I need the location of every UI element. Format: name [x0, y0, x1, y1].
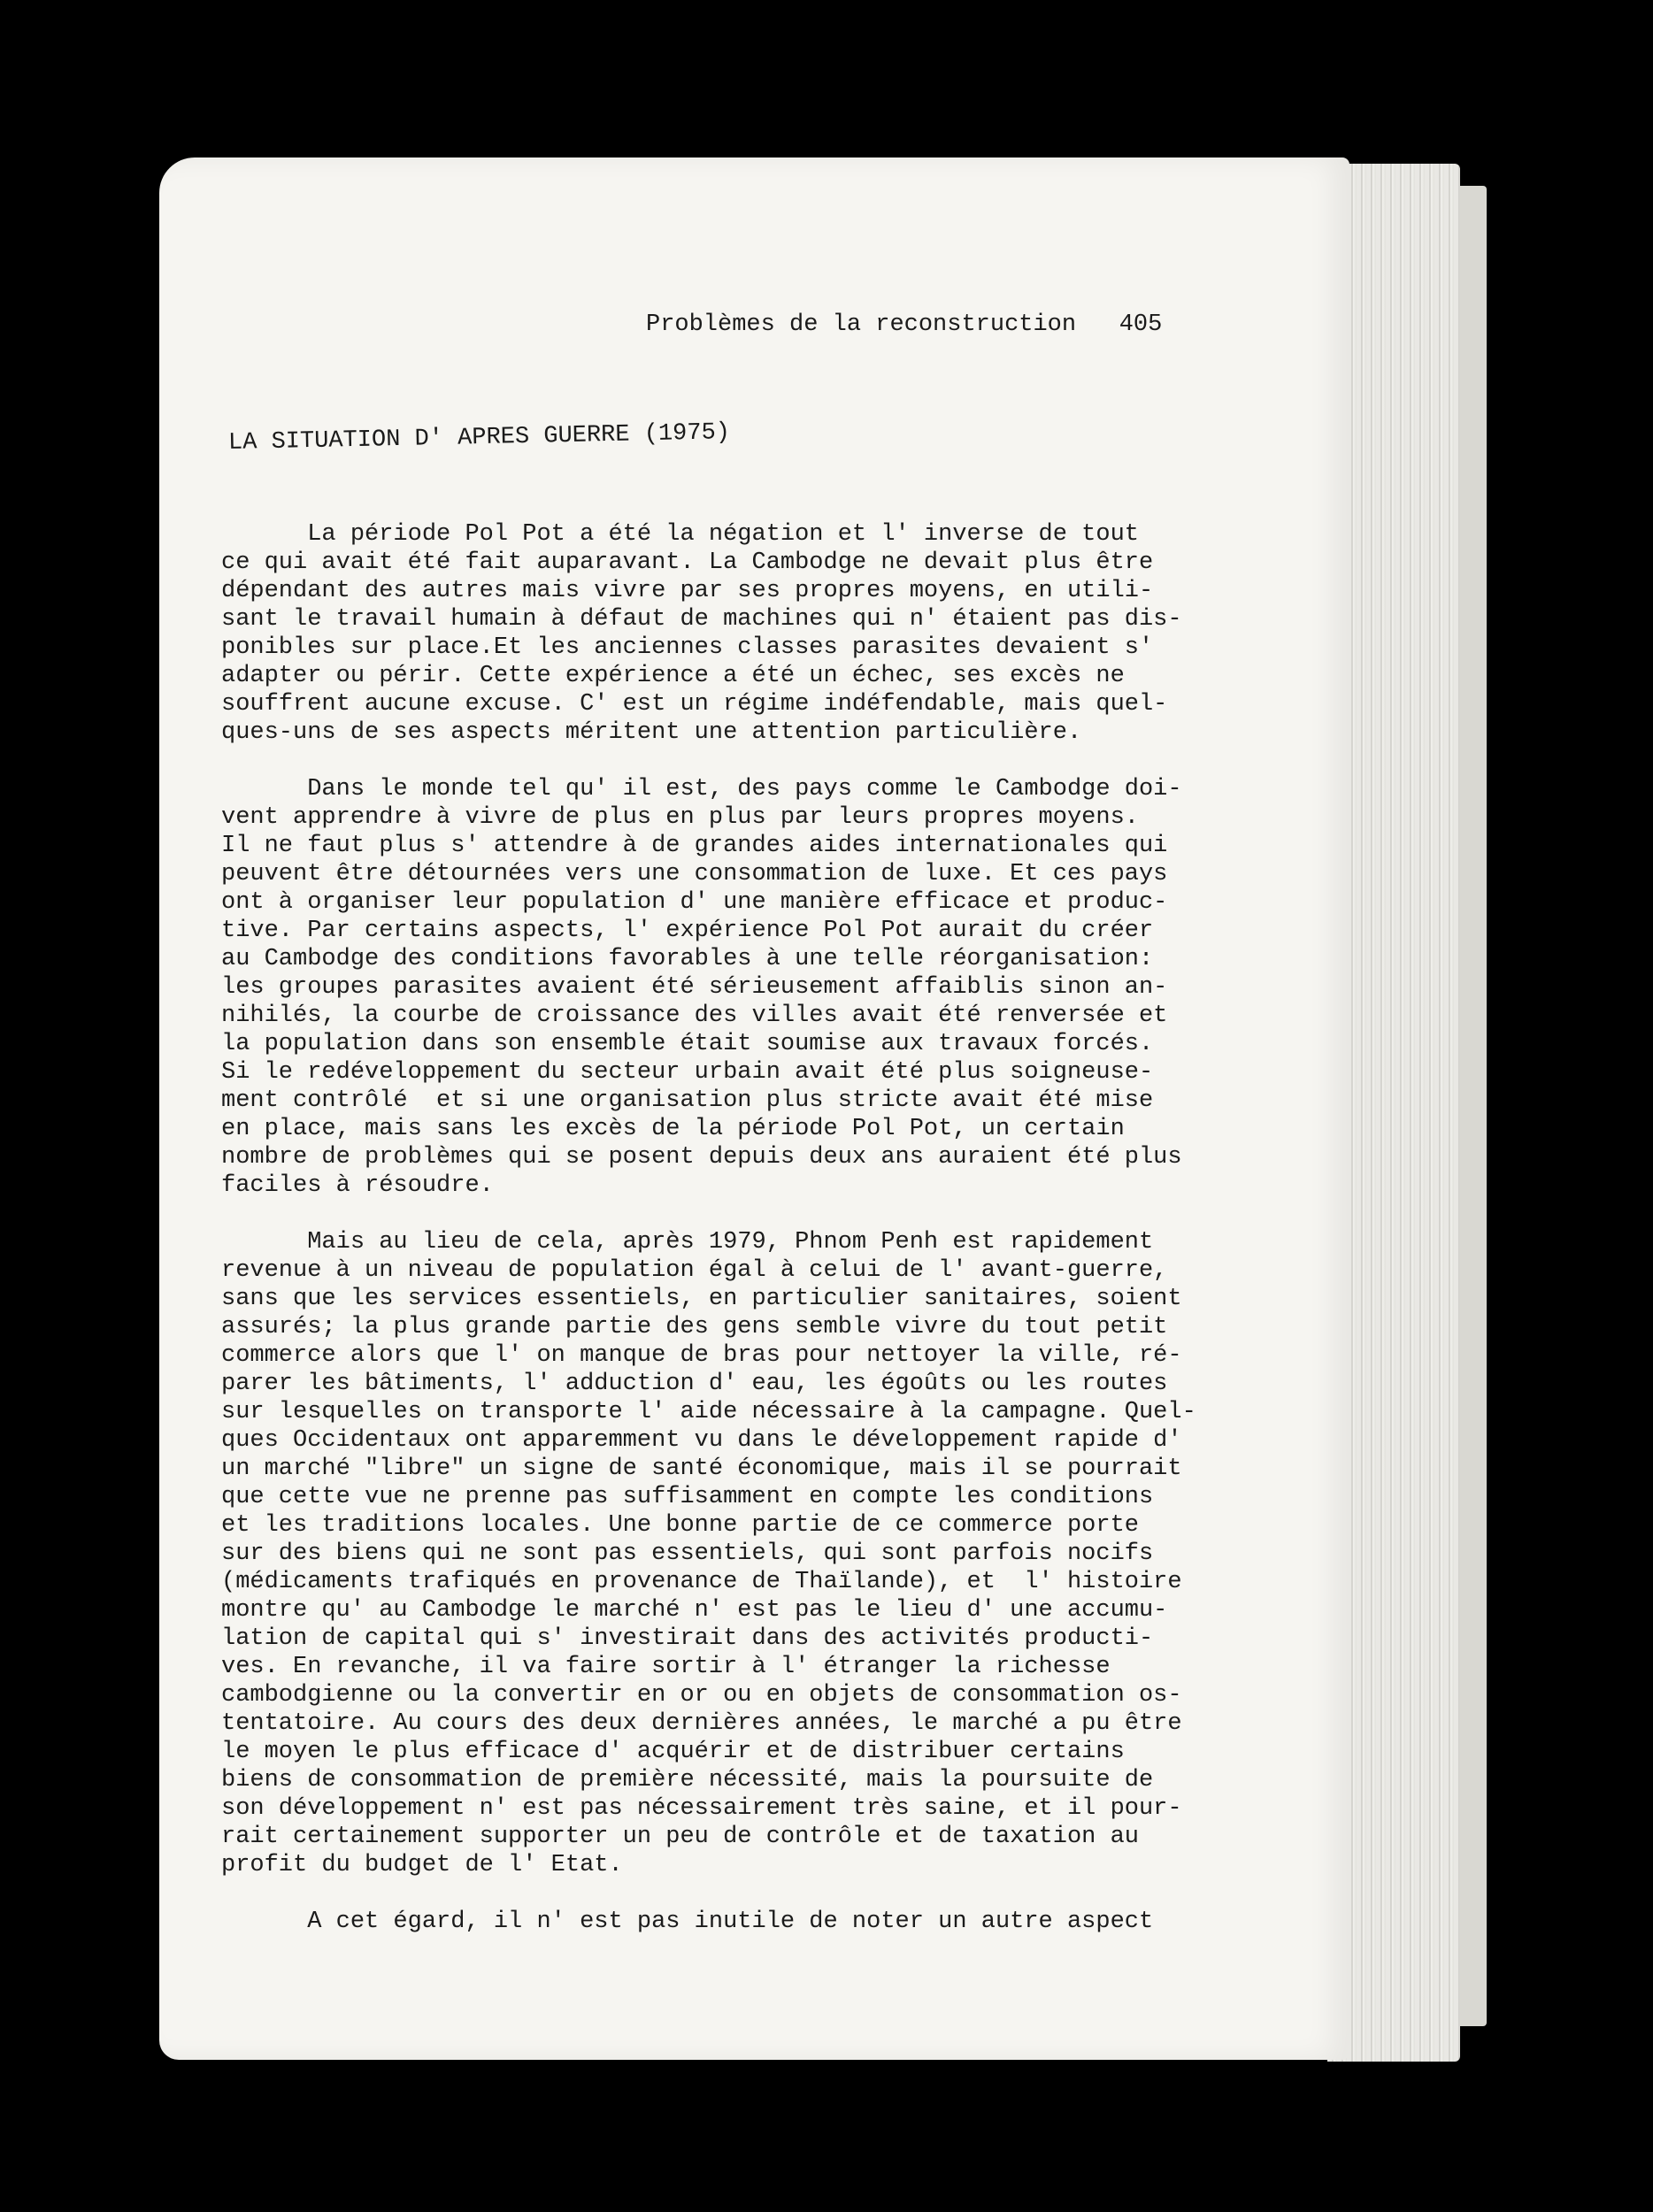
body-text: [221, 520, 1196, 1964]
running-head-title: Problèmes de la reconstruction: [646, 311, 1077, 338]
text-line: Si le redéveloppement du secteur urbain avait été plus soigneuse-: [221, 1059, 1154, 1086]
text-line: ce qui avait été fait auparavant. La Cambodge ne devait plus être: [221, 549, 1154, 576]
text-line: Mais au lieu de cela, après 1979, Phnom Penh est rapidement: [221, 1229, 1154, 1256]
text-line: Dans le monde tel qu' il est, des pays comme le Cambodge doi-: [221, 776, 1182, 803]
text-line: et les traditions locales. Une bonne partie de ce commerce porte: [221, 1512, 1139, 1539]
text-line: sant le travail humain à défaut de machines qui n' étaient pas dis-: [221, 606, 1182, 633]
text-line: (médicaments trafiqués en provenance de Thaïlande), et l' histoire: [221, 1569, 1182, 1595]
text-line: au Cambodge des conditions favorables à une telle réorganisation:: [221, 946, 1154, 972]
page-number: 405: [1119, 311, 1163, 338]
section-title: LA SITUATION D' APRES GUERRE (1975): [227, 419, 731, 457]
text-line: dépendant des autres mais vivre par ses propres moyens, en utili-: [221, 578, 1154, 604]
text-line: assurés; la plus grande partie des gens semble vivre du tout petit: [221, 1314, 1168, 1340]
text-line: ont à organiser leur population d' une manière efficace et produc-: [221, 889, 1168, 916]
running-head: [646, 311, 1162, 338]
text-line: ques-uns de ses aspects méritent une attention particulière.: [221, 719, 1082, 746]
text-line: la population dans son ensemble était soumise aux travaux forcés.: [221, 1031, 1154, 1057]
text-line: le moyen le plus efficace d' acquérir et de distribuer certains: [221, 1739, 1125, 1765]
text-line: tentatoire. Au cours des deux dernières années, le marché a pu être: [221, 1710, 1182, 1737]
text-line: adapter ou périr. Cette expérience a été un échec, ses excès ne: [221, 663, 1125, 689]
text-line: en place, mais sans les excès de la période Pol Pot, un certain: [221, 1116, 1125, 1142]
paragraph-2: [221, 775, 1182, 1200]
text-line: nihilés, la courbe de croissance des villes avait été renversée et: [221, 1002, 1168, 1029]
text-line: cambodgienne ou la convertir en or ou en objets de consommation os-: [221, 1682, 1182, 1709]
text-line: rait certainement supporter un peu de contrôle et de taxation au: [221, 1824, 1139, 1850]
text-line: lation de capital qui s' investirait dans des activités producti-: [221, 1625, 1154, 1652]
paragraph-4: [221, 1908, 1159, 1936]
text-line: commerce alors que l' on manque de bras pour nettoyer la ville, ré-: [221, 1342, 1182, 1369]
text-line: tive. Par certains aspects, l' expérience Pol Pot aurait du créer: [221, 918, 1154, 944]
text-line: biens de consommation de première nécessité, mais la poursuite de: [221, 1767, 1154, 1793]
text-line: nombre de problèmes qui se posent depuis deux ans auraient été plus: [221, 1144, 1182, 1171]
text-line: parer les bâtiments, l' adduction d' eau, les égoûts ou les routes: [221, 1371, 1168, 1397]
text-line: les groupes parasites avaient été sérieusement affaiblis sinon an-: [221, 974, 1168, 1001]
text-line: que cette vue ne prenne pas suffisamment en compte les conditions: [221, 1484, 1154, 1510]
text-line: ment contrôlé et si une organisation plus stricte avait été mise: [221, 1087, 1154, 1114]
text-line: Il ne faut plus s' attendre à de grandes aides internationales qui: [221, 833, 1168, 859]
text-line: son développement n' est pas nécessairement très saine, et il pour-: [221, 1795, 1182, 1822]
text-line: sur des biens qui ne sont pas essentiels, qui sont parfois nocifs: [221, 1540, 1154, 1567]
text-line: ves. En revanche, il va faire sortir à l' étranger la richesse: [221, 1654, 1111, 1680]
text-line: faciles à résoudre.: [221, 1172, 494, 1199]
text-line: sans que les services essentiels, en particulier sanitaires, soient: [221, 1286, 1182, 1312]
text-line: revenue à un niveau de population égal à celui de l' avant-guerre,: [221, 1257, 1168, 1284]
text-line: un marché "libre" un signe de santé économique, mais il se pourrait: [221, 1455, 1182, 1482]
text-line: profit du budget de l' Etat.: [221, 1852, 623, 1878]
text-line: La période Pol Pot a été la négation et l' inverse de tout: [221, 521, 1139, 548]
text-line: montre qu' au Cambodge le marché n' est pas le lieu d' une accumu-: [221, 1597, 1168, 1624]
text-line: peuvent être détournées vers une consommation de luxe. Et ces pays: [221, 861, 1168, 887]
text-line: souffrent aucune excuse. C' est un régime indéfendable, mais quel-: [221, 691, 1168, 718]
paragraph-3: [221, 1228, 1196, 1879]
text-line: A cet égard, il n' est pas inutile de noter un autre aspect: [221, 1909, 1154, 1935]
text-line: ponibles sur place.Et les anciennes classes parasites devaient s': [221, 634, 1154, 661]
paragraph-1: [221, 520, 1182, 747]
text-line: sur lesquelles on transporte l' aide nécessaire à la campagne. Quel-: [221, 1399, 1196, 1425]
text-line: vent apprendre à vivre de plus en plus par leurs propres moyens.: [221, 804, 1139, 831]
text-line: ques Occidentaux ont apparemment vu dans le développement rapide d': [221, 1427, 1182, 1454]
